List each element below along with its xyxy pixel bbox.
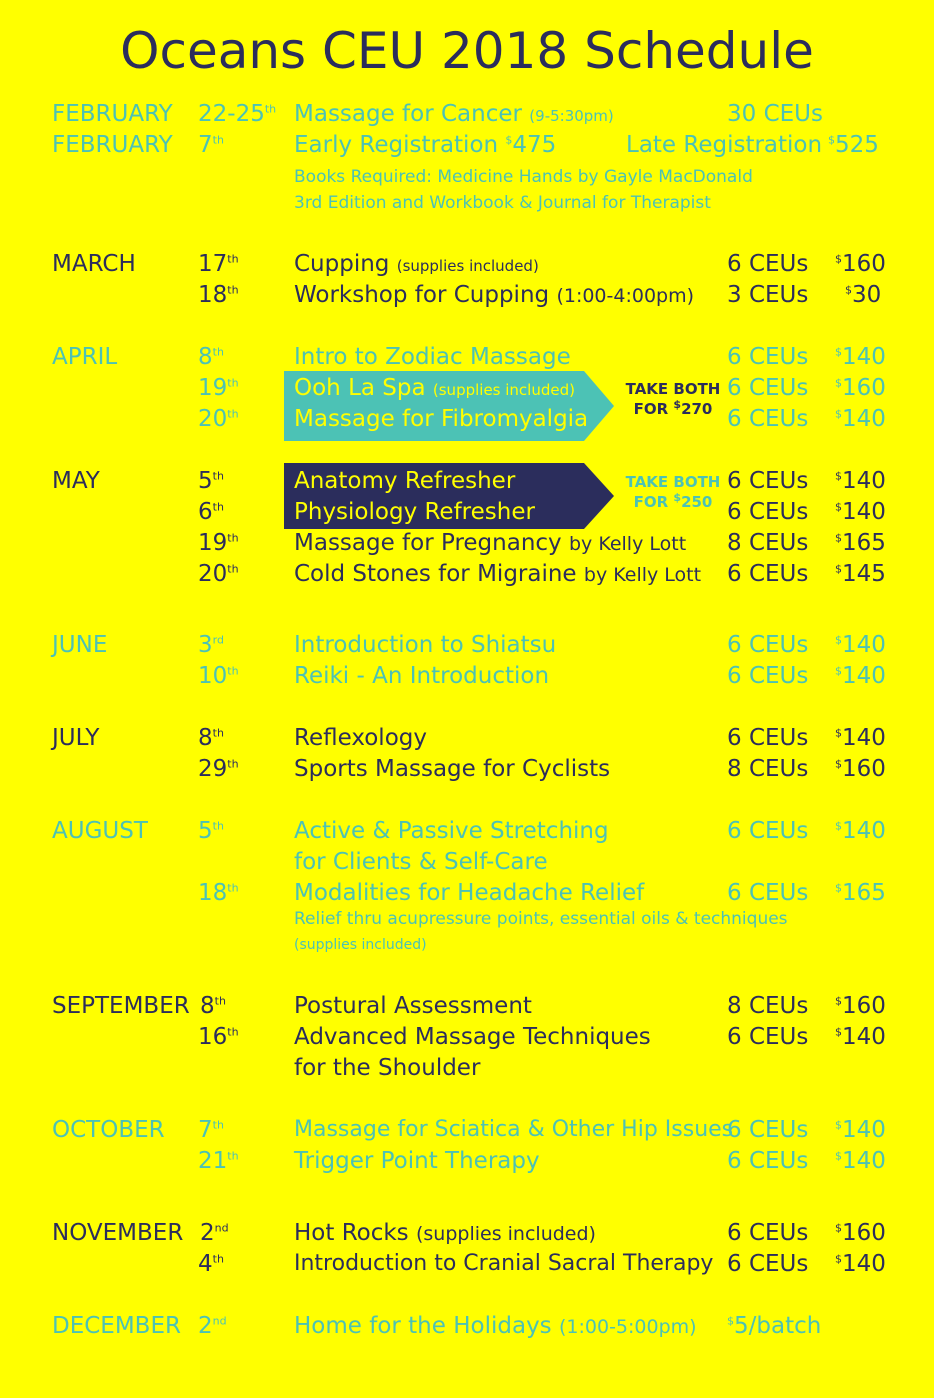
ceu-count: 6 CEUs <box>727 1251 809 1277</box>
course-title: Hot Rocks (supplies included) <box>294 1220 596 1246</box>
ceu-count: 6 CEUs <box>727 1148 809 1174</box>
course-title: Cupping (supplies included) <box>294 251 539 277</box>
ceu-count: 6 CEUs <box>727 406 809 432</box>
price: $5/batch <box>727 1313 822 1339</box>
ceu-count: 6 CEUs <box>727 725 809 751</box>
ceu-count: 6 CEUs <box>727 344 809 370</box>
course-title-cont: for Clients & Self-Care <box>294 849 548 875</box>
early-registration: Early Registration $475 <box>294 132 557 158</box>
month-june: JUNE <box>52 632 108 658</box>
ceu-count: 8 CEUs <box>727 756 809 782</box>
course-note: (supplies included) <box>294 937 427 953</box>
date: 6th <box>198 499 224 525</box>
date: 21th <box>198 1148 239 1174</box>
date: 7th <box>198 1117 224 1143</box>
course-title-cont: for the Shoulder <box>294 1055 481 1081</box>
price: $140 <box>835 818 886 844</box>
ceu-count: 8 CEUs <box>727 993 809 1019</box>
course-title: Physiology Refresher <box>294 499 535 525</box>
date: 16th <box>198 1024 239 1050</box>
late-registration: Late Registration <box>626 132 823 158</box>
price: $160 <box>835 251 886 277</box>
promo-label: TAKE BOTH FOR $270 <box>625 380 721 418</box>
month-september: SEPTEMBER <box>52 993 190 1019</box>
price: $140 <box>835 1024 886 1050</box>
ceu-count: 6 CEUs <box>727 632 809 658</box>
ceu-count: 6 CEUs <box>727 1220 809 1246</box>
course-title: Reiki - An Introduction <box>294 663 550 689</box>
price: $140 <box>835 499 886 525</box>
late-price: $525 <box>828 132 879 158</box>
ceu-count: 8 CEUs <box>727 530 809 556</box>
price: $140 <box>835 1148 886 1174</box>
date: 7th <box>198 132 224 158</box>
course-title: Workshop for Cupping (1:00-4:00pm) <box>294 282 695 308</box>
date: 18th <box>198 282 239 308</box>
price: $140 <box>835 663 886 689</box>
ceu-count: 6 CEUs <box>727 375 809 401</box>
month-may: MAY <box>52 468 100 494</box>
month-november: NOVEMBER <box>52 1220 184 1246</box>
date: 22-25th <box>198 101 277 127</box>
month-july: JULY <box>52 725 100 751</box>
price: $140 <box>835 1251 886 1277</box>
ceu-count: 6 CEUs <box>727 1024 809 1050</box>
price: $165 <box>835 880 886 906</box>
course-title: Home for the Holidays (1:00-5:00pm) <box>294 1313 697 1339</box>
month-december: DECEMBER <box>52 1313 181 1339</box>
date: 19th <box>198 530 239 556</box>
price: $140 <box>835 344 886 370</box>
course-title: Reflexology <box>294 725 427 751</box>
price: $160 <box>835 1220 886 1246</box>
ceu-count: 6 CEUs <box>727 818 809 844</box>
price: $140 <box>835 1117 886 1143</box>
course-title: Intro to Zodiac Massage <box>294 344 571 370</box>
course-title: Ooh La Spa (supplies included) <box>294 375 575 401</box>
course-title: Advanced Massage Techniques <box>294 1024 651 1050</box>
price: $140 <box>835 406 886 432</box>
ceu-count: 6 CEUs <box>727 561 809 587</box>
month-august: AUGUST <box>52 818 148 844</box>
course-title: Cold Stones for Migraine by Kelly Lott <box>294 561 702 587</box>
course-title: Massage for Pregnancy by Kelly Lott <box>294 530 687 556</box>
price: $30 <box>845 282 882 308</box>
books-note: Books Required: Medicine Hands by Gayle MacDonald <box>294 167 753 187</box>
date: 5th <box>198 468 224 494</box>
price: $160 <box>835 375 886 401</box>
ceu-count: 30 CEUs <box>727 101 823 127</box>
course-title: Massage for Fibromyalgia <box>294 406 589 432</box>
price: $160 <box>835 756 886 782</box>
month-october: OCTOBER <box>52 1117 165 1143</box>
date: 20th <box>198 406 239 432</box>
ceu-count: 6 CEUs <box>727 663 809 689</box>
price: $140 <box>835 632 886 658</box>
date: 2nd <box>200 1220 229 1246</box>
course-note: Relief thru acupressure points, essential oils & techniques <box>294 909 788 929</box>
course-title: Anatomy Refresher <box>294 468 516 494</box>
course-title: Massage for Sciatica & Other Hip Issues <box>294 1117 734 1142</box>
course-title: Introduction to Cranial Sacral Therapy <box>294 1251 714 1276</box>
ceu-count: 3 CEUs <box>727 282 809 308</box>
course-title: Modalities for Headache Relief <box>294 880 645 906</box>
date: 17th <box>198 251 239 277</box>
course-title: Active & Passive Stretching <box>294 818 609 844</box>
date: 5th <box>198 818 224 844</box>
promo-label: TAKE BOTH FOR $250 <box>625 473 721 511</box>
price: $160 <box>835 993 886 1019</box>
price: $145 <box>835 561 886 587</box>
date: 8th <box>200 993 226 1019</box>
month-march: MARCH <box>52 251 136 277</box>
course-title: Sports Massage for Cyclists <box>294 756 611 782</box>
price: $140 <box>835 468 886 494</box>
ceu-count: 6 CEUs <box>727 880 809 906</box>
price: $165 <box>835 530 886 556</box>
ceu-count: 6 CEUs <box>727 468 809 494</box>
course-title: Trigger Point Therapy <box>294 1148 540 1174</box>
books-note: 3rd Edition and Workbook & Journal for Therapist <box>294 193 711 213</box>
date: 3rd <box>198 632 224 658</box>
date: 8th <box>198 725 224 751</box>
price: $140 <box>835 725 886 751</box>
date: 19th <box>198 375 239 401</box>
ceu-count: 6 CEUs <box>727 251 809 277</box>
date: 10th <box>198 663 239 689</box>
ceu-count: 6 CEUs <box>727 1117 809 1143</box>
date: 4th <box>198 1251 224 1277</box>
course-title: Introduction to Shiatsu <box>294 632 557 658</box>
date: 8th <box>198 344 224 370</box>
course-title: Massage for Cancer (9-5:30pm) <box>294 101 614 127</box>
month-april: APRIL <box>52 344 118 370</box>
page-title: Oceans CEU 2018 Schedule <box>120 22 814 80</box>
date: 29th <box>198 756 239 782</box>
date: 18th <box>198 880 239 906</box>
course-title: Postural Assessment <box>294 993 532 1019</box>
ceu-count: 6 CEUs <box>727 499 809 525</box>
month-february: FEBRUARY <box>52 101 173 127</box>
month-february: FEBRUARY <box>52 132 173 158</box>
date: 20th <box>198 561 239 587</box>
date: 2nd <box>198 1313 227 1339</box>
